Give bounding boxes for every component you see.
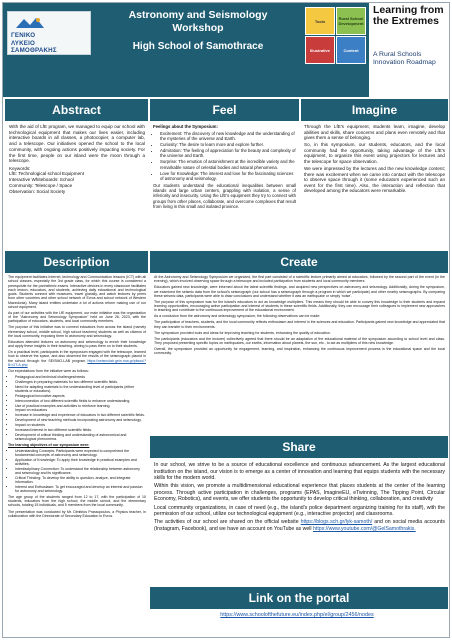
create-text: The participants (educators and the lecturer) collectively agreed that there should be an adaptation of the educational material of the symposium according to school level and class. They proposed presenting specific topics on earthquakes, our earths, information about planets, the sun, etc., to act as multipliers of this new knowledge. <box>154 336 445 346</box>
objectives-list <box>8 449 146 494</box>
objective-item: • Understanding Concepts: Participants were expected to comprehend the fundamental concepts of astronomy and seismology. <box>15 449 146 458</box>
feel-heading: Feel <box>150 99 299 121</box>
school-logo-icon <box>14 16 46 30</box>
title-area <box>91 3 305 97</box>
portal-link-area <box>145 607 449 637</box>
expectation-item: • Increase in knowledge and experience of educators in two different scientific fields. <box>15 413 146 417</box>
expectation-item: • Development of new teaching methods incorporating astronomy and seismology. <box>15 418 146 422</box>
keyword: Interactive Whiteboards: School <box>9 177 74 183</box>
share-text: Local community organizations, in case of need (e.g., the island's police department organizing training for its staff), with the permission of our school, utilize our technological equipment (e.g., interactive projector) and classrooms. <box>154 504 445 518</box>
description-text: The purpose of this initiative was to connect educators from across the island (namely elementary school, middle school, high school teachers) students as well as citizens of the local community, exposing them to astronomy and seismology. <box>8 325 146 338</box>
description-body <box>8 275 146 637</box>
expectation-item: • Challenges in preparing materials for two different scientific fields. <box>15 380 146 384</box>
logo-line: ΛΥΚΕΙΟ <box>11 39 36 47</box>
lfe-puzzle-graphic <box>303 5 369 67</box>
puzzle-piece-content: Content <box>336 36 366 64</box>
school-website-link[interactable]: https://blogs.sch.gr/lyk-samoth/ <box>300 519 373 526</box>
abstract-text: With the aid of LfE program, we managed to equip our school with technological equipment that makes our lives easier, including interactive boards in all classes, a photocopier, a computer lab, and a telescope. Our initiatives opened the school to the local community, with ongoing actions positively impacting society. For the first time, people on our island were the moon through a telescope. <box>9 124 145 164</box>
feel-item: • Admiration: The feeling of appreciation for the beauty and complexity of the universe and Earth. <box>160 148 296 159</box>
keyword: Community: Telescope / Space <box>9 182 73 188</box>
description-text: The presentation was conducted by Mr. Dimitrios Prassopoulos, a Physics teacher, in collaboration with the Directorate of Secondary Education in Evros. <box>8 509 146 518</box>
description-text: Our expectations from the initiative were as follows: <box>8 368 89 373</box>
create-text: At the Astronomy and Seismology Symposium we organized, the first part consisted of a scientific lecture primarily aimed at educators, followed by the second part of the event (in the evening), which involved observing space through a telescope and included participation from students and local community members. <box>154 275 445 284</box>
expectation-item: • Increased interest in two different scientific fields. <box>15 428 146 432</box>
imagine-text: Through the LfE's equipment, students learn, imagine, develop abilities and skills, share concerns and plans even remotely and that gives them a sense of belonging. <box>304 124 445 140</box>
poster-header <box>3 3 449 97</box>
description-text: Educators attended lectures on astronomy and seismology to enrich their knowledge and apply these insights in their teaching, aiming to pass them on to their students. <box>8 339 146 349</box>
description-text: The age group of the students ranged from 12 to 17, with the participation of 10 students, educators from the high school, the middle school, and the elementary schools, totaling 15 individuals, and 5 members from the local community. <box>8 494 146 508</box>
objective-item: • Critical Thinking: To develop the ability to question, analyze, and integrate information. <box>15 476 146 485</box>
expectation-item: • Need for adapting materials to the understanding level of participants (either students or educators). <box>15 385 146 394</box>
poster <box>2 2 450 638</box>
lfe-logo <box>369 3 449 97</box>
feel-intro: Feelings about the Symposium: <box>153 124 218 129</box>
expectation-item: • Pedagogical and technical challenges/needs <box>15 375 146 379</box>
feel-item: • Surprise: The emotion of astonishment at the incredible variety and the remarkable nature of celestial bodies and natural phenomena. <box>160 159 296 170</box>
objectives-label: The learning objectives of our symposium were: <box>8 442 90 447</box>
feel-item: • Love for Knowledge: The interest and love for the fascinating sciences of astronomy and seismology. <box>160 171 296 182</box>
create-text: Educators gained new knowledge, were informed about the latest scientific findings, and acquired new perspectives on astronomy and seismology. Additionally, during the symposium, we examined the seismic data from the school's seismograph (our school has a seismograph through a program in which we participate) and other nearby seismographs. By comparing these seismic data, participants were able to draw conclusions and understand whether it was an earthquake or simply 'noise'. <box>154 285 445 298</box>
keyword: Observation: Social Society <box>9 188 66 194</box>
imagine-text: So, in this symposium, our students, educators, and the local community had the opportunity, taking advantage of the LfE's equipment, to organize this event using projectors for lectures and the telescope for space observation. <box>304 142 445 164</box>
create-text: As a conclusion from the astronomy and seismology symposium, the following observations can be made: <box>154 314 321 319</box>
abstract-body <box>9 124 145 248</box>
create-text: The symposium provided tools and ideas for improving teaching for students, enhancing the quality of education. <box>154 330 331 335</box>
objective-item: • Interdisciplinary Connection: To understand the relationship between astronomy and seismology and its significance. <box>15 467 146 476</box>
puzzle-piece-tools: Tools <box>305 7 335 35</box>
keyword: LfE: Technological school Equipment <box>9 171 84 177</box>
share-heading: Share <box>150 436 448 458</box>
expectation-item: • Impact on educators <box>15 408 146 412</box>
logo-line: ΓΕΝΙΚΟ <box>11 32 36 39</box>
create-text: The participation of teachers, students, and the local community reflects enthusiasm and interest in the sciences and education. Participants gained new knowledge and appreciated that they can transfer to their environments. <box>154 320 445 329</box>
share-body <box>154 462 445 584</box>
share-text: Within this vision, we promote a multidimensional educational experience that places students at the center of the learning process. Through active participation in challenges, programs (EPAS, ImagineEU, eTwinning, The Tipping Point, Circular Economy, Robotics), and events, we offer students the opportunity to develop critical thinking, collaboration, and creativity <box>154 483 445 503</box>
puzzle-piece-illustrative: Illustrative <box>305 36 335 64</box>
logo-line: ΣΑΜΟΘΡΑΚΗΣ <box>11 47 57 54</box>
feel-text: Our students understand the educational inequalities between small islands and large urban centers, grappling with isolation, a sense of inferiority and insecurity. Using the LfE's equipment they try to connect with groups from other places, collaborate, and overcome complexes that result from living in this small and isolated province. <box>153 182 296 209</box>
create-heading: Create <box>150 251 448 273</box>
feel-list <box>153 131 296 181</box>
objective-item: • Interest and Enthusiasm: To get encouraged and develop an interest and passion for astronomy and seismology. <box>15 485 146 494</box>
school-name: High School of Samothrace <box>132 41 264 52</box>
expectation-item: • Pedagogical innovative aspects <box>15 394 146 398</box>
poster-title-line2: Workshop <box>172 22 224 34</box>
description-heading: Description <box>5 251 148 273</box>
expectation-item: • Development of critical thinking and understanding of astronomical and seismological phenomena. <box>15 433 146 442</box>
portal-link[interactable]: https://www.schoolofthefuture.eu/index.php/el/group/2456/nodes <box>220 612 374 618</box>
imagine-text: We were impressed by the lectures and the new knowledge content; there was excitement when we came into contact with the telescope to observe space through it (some educators experienced such an event for the first time). Also, the interaction and reflection that developed among the educators were remarkable. <box>304 166 445 194</box>
feel-item: • Curiosity: The desire to learn more and explore further. <box>160 142 296 147</box>
imagine-heading: Imagine <box>301 99 448 121</box>
expectations-list <box>8 375 146 441</box>
objective-item: • Application of Knowledge: To apply their knowledge in practical examples and activities. <box>15 458 146 467</box>
poster-title-line1: Astronomy and Seismology <box>128 9 268 21</box>
create-text: Overall, the symposium provided an opportunity for engagement, learning, and inspiration, enhancing the continuous improvement process in the educational space and the local community. <box>154 347 445 356</box>
description-text: As part of our activities with the LfE equipment, our main initiative was the organization of the "Astronomy and Seismology Symposium" held on June 26, 2023, with the participation of educators, students, and local community members. <box>8 310 146 324</box>
description-text: The equipment facilitates Internet, technology and Communication lessons (ICT) with all school classes, especially the 3rd grade class, for which this course is considered a prerequisite for the panhellenic exams. Interactive devices in every classroom facilitates each lesson, educators, and students, achieving daily educational and technological goals. Students connect with museums, travel globally, and watch lectures by peers from other countries and other school network of Evros and school network of Western Macedonia). Many island entities undertake a lot of actions reform making use of our school equipment. <box>8 275 147 309</box>
share-text: In our school, we strive to be a source of educational excellence and continuous advancement. As the largest educational institution on the island, our vision is to emerge as a center of innovation and learning that equips students with the necessary skills for the modern world. <box>154 462 445 481</box>
share-text: The activities of our school are shared on the official website https://blogs.sch.gr/lyk-samoth/ and on social media accounts (Instagram, Facebook), and we have an account on YouTube as well https://www.youtube.com/@GelSamothrakis. <box>154 519 445 532</box>
imagine-body <box>304 124 445 248</box>
school-logo <box>7 11 91 55</box>
feel-item: • Excitement: The discovery of new knowledge and the understanding of the mysteries of the universe and Earth. <box>160 131 296 142</box>
feel-body <box>153 124 296 248</box>
expectation-item: • Use of practical examples and activities to reinforce learning. <box>15 404 146 408</box>
lfe-title: Learning from the Extremes <box>373 4 444 27</box>
expectation-item: • Interconnection of two different scientific fields to enhance understanding. <box>15 399 146 403</box>
puzzle-piece-rural: Rural School Development <box>336 7 366 35</box>
youtube-link[interactable]: https://www.youtube.com/@GelSamothrakis. <box>313 525 416 532</box>
expectation-item: • Impact on students <box>15 423 146 427</box>
description-text: On a practical level, participants in the symposium engaged with the telescope, learned how to observe the space, and also observed the results of the seismograph placed in the school through the SEISMO-LAB program https://seismolab.gein.noa.gr/pitsos/?B=GT-A.php <box>8 350 146 367</box>
abstract-heading: Abstract <box>5 99 148 121</box>
lfe-subtitle: A Rural Schools Innovation Roadmap <box>373 51 436 66</box>
create-text: The purpose of this symposium was for the island's educators to act as knowledge multipliers. This means they should be able to convey this knowledge to their students and expand learning opportunities, encouraging active participation and interest of students in these scientific fields. Additionally, they can encourage their colleagues to implement new approaches in teaching and contribute to the continuous improvement of the educational environment. <box>154 299 445 313</box>
seismolab-link[interactable]: https://seismolab.gein.noa.gr/pitsos/?B=GT-A.php <box>8 358 146 367</box>
keywords-label: Keywords: <box>9 165 31 171</box>
portal-link-heading: Link on the portal <box>150 587 448 609</box>
create-body <box>154 275 445 435</box>
